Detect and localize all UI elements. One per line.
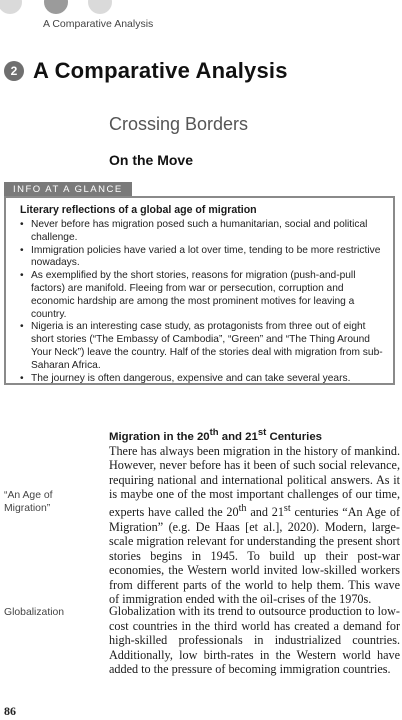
globalization-section (109, 604, 400, 677)
bullet-icon: • (20, 372, 24, 384)
globalization-paragraph: Globalization with its trend to outsource production to low-cost countries in the third world has created a demand for high-skilled professionals in industrialized countries. Additionally, low birth-rates in the Western world have added to the pressure of becoming immigration countries. (109, 604, 400, 677)
chapter-title: A Comparative Analysis (33, 58, 288, 83)
list-item: • Immigration policies have varied a lot over time, tending to be more restrictive nowadays. (20, 244, 381, 269)
bullet-icon: • (20, 321, 24, 333)
migration-section-heading: Migration in the 20th and 21st Centuries (109, 427, 322, 443)
list-item: • As exemplified by the short stories, reasons for migration (push-and-pull factors) are manifold. Fleeing from war or persecution, corruption and economic hardship are among the most prominent motives for leaving a country. (20, 270, 356, 320)
migration-section (109, 427, 400, 607)
migration-paragraph: There has always been migration in the history of mankind. However, never before has it been of such social relevance, requiring national and international political answers. As it is maybe one of the most important challenges of our time, experts have called the 20th and 21st centuries “An Age of Migration” (e.g. De Haas [et al.], 2020). Modern, large-scale migration relevant for understanding the present short stories begins in 1945. To build up their post-war economies, the Western world invited low-skilled workers from different parts of the world to help them. This wave of immigration ended with the oil-crises of the 1970s. (109, 443, 401, 607)
chapter-number-badge: 2 (4, 61, 24, 81)
info-box (4, 196, 395, 385)
info-box-label: INFO AT A GLANCE (4, 182, 132, 197)
info-box-list (20, 219, 383, 385)
header-decoration-dot-active (44, 0, 68, 14)
info-box-heading: Literary reflections of a global age of migration (20, 204, 257, 216)
chapter-heading (4, 58, 288, 84)
header-decoration-dot (0, 0, 22, 14)
list-item: • Never before has migration posed such a humanitarian, social and political challenge. (20, 219, 368, 243)
list-item: • Nigeria is an interesting case study, as protagonists from three out of eight short stories (“The Embassy of Cambodia”, “Green” and “The Thing Around Your Neck”) leave the country. Half of the stories deal with migration from sub-Saharan Africa. (20, 321, 383, 371)
bullet-icon: • (20, 244, 24, 256)
running-head: A Comparative Analysis (43, 18, 154, 30)
page-number: 86 (4, 704, 16, 718)
bullet-icon: • (20, 270, 24, 282)
bullet-icon: • (20, 219, 24, 230)
margin-note-age-of-migration: “An Age of Migration” (4, 490, 53, 514)
margin-note-globalization: Globalization (4, 607, 65, 618)
header-decoration-dot (88, 0, 112, 14)
list-item: • The journey is often dangerous, expensive and can take several years. (20, 372, 351, 384)
subsection-title: On the Move (109, 152, 194, 168)
section-title: Crossing Borders (109, 114, 249, 134)
